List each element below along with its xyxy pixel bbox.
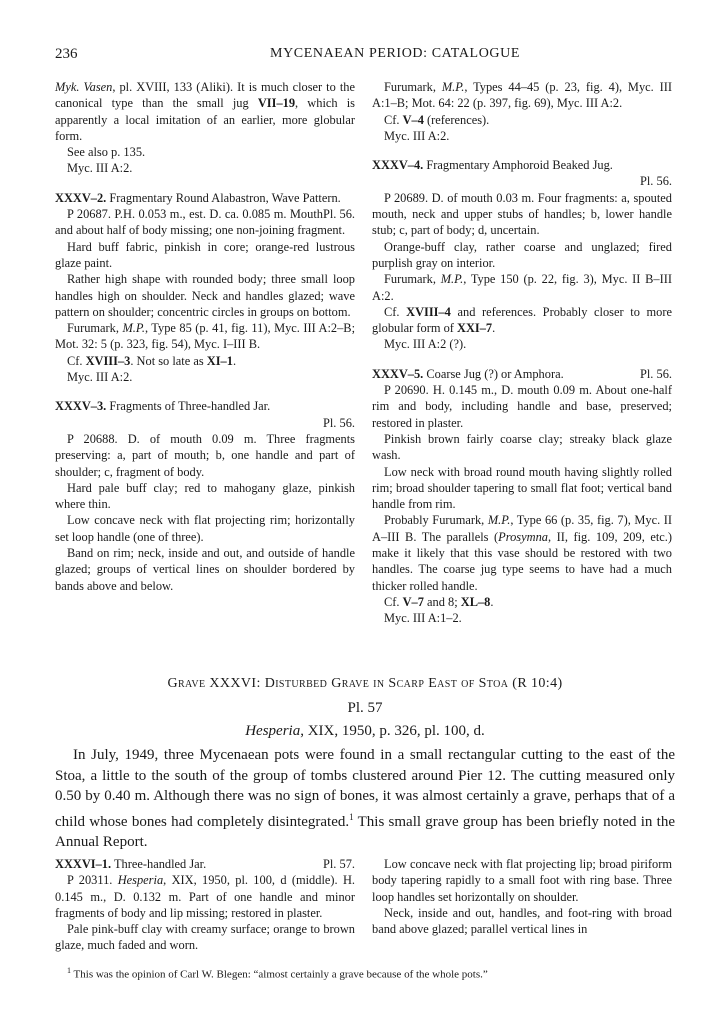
dating: Myc. III A:1–2. (384, 611, 462, 626)
cf-end: (references). (423, 112, 490, 127)
intro-text: In July, 1949, three Mycenaean pots were found in a small rectangular cutting to the east of the Stoa, a little to the south of the group of tombs clustered around Pier 12. The cutting measured only 0.50 by 0.40 m. Although there was no sign of bones, it was almost certainly a grave, perhaps that of a child whose bones had completely disintegrated. (55, 747, 675, 830)
entry-heading (55, 190, 355, 222)
intro-tail: This small grave group has been briefly noted in the Annual Report. (55, 813, 675, 851)
catalogue-entry-xxxv-5 (372, 366, 672, 627)
entry-heading (55, 398, 355, 414)
grave-intro (55, 745, 675, 853)
plate-reference: Pl. 57. (322, 857, 355, 871)
cf-prefix: Cf. (384, 594, 403, 609)
entry-title: Fragments of Three-handled Jar. (106, 399, 271, 414)
entry-description: P 20688. D. of mouth 0.09 m. Three fragments preserving: a, part of mouth; b, one handle and part of shoulder; c, fragment of body. (55, 431, 355, 479)
continued-paragraph (55, 79, 355, 144)
footnote-number: 1 (67, 966, 71, 975)
grave-plate: Pl. 57 (347, 700, 383, 716)
cf-text: and references. Probably closer to more globular form of (372, 304, 672, 336)
entry-number: XXXV–4. (372, 158, 424, 173)
entry-title: Coarse Jug (?) or Amphora. (423, 366, 564, 381)
bottom-right-column (372, 856, 672, 937)
intro-paragraph (55, 745, 675, 853)
entry-fabric: Pale pink-buff clay with creamy surface; orange to brown glaze, much faded and worn. (55, 922, 355, 953)
citation-tail: , which is apparently a local imitation of an earlier, more globular form. (55, 96, 355, 143)
entry-title: Fragmentary Amphoroid Beaked Jug. (423, 158, 613, 173)
furumark-work: M.P. (487, 513, 511, 528)
entry-cf (372, 594, 672, 610)
reference-detail: , XIX, 1950, p. 326, pl. 100, d. (300, 723, 485, 739)
reference-journal: Hesperia (245, 723, 301, 739)
continued-entry (372, 79, 672, 144)
entry-title: Fragmentary Round Alabastron, Wave Pattern. (106, 190, 341, 205)
cross-reference: XI–1 (206, 353, 233, 368)
running-title: MYCENAEAN PERIOD: CATALOGUE (270, 46, 520, 61)
entry-fabric: Orange-buff clay, rather coarse and unglazed; fired purplish gray on interior. (372, 239, 672, 270)
entry-cf (372, 112, 672, 128)
entry-number: XXXVI–1. (55, 857, 112, 871)
entry-furumark (372, 512, 672, 593)
entry-fabric: Hard buff fabric, pinkish in core; orange-red lustrous glaze paint. (55, 239, 355, 270)
cf-text: and 8; (423, 594, 461, 609)
citation-text: , pl. XVIII, 133 (Aliki). It is much closer to the canonical type than the small jug (55, 80, 355, 111)
entry-cf (372, 304, 672, 337)
entry-fabric: Pinkish brown fairly coarse clay; streaky black glaze wash. (372, 431, 672, 463)
entry-shape: Low neck with broad round mouth having slightly rolled rim; broad shoulder tapering to small flat foot; vertical band handle from rim. (372, 464, 672, 512)
plate-reference: Pl. 56. (322, 207, 355, 222)
cross-reference: XXI–7 (457, 321, 493, 336)
furumark-work: M.P. (440, 272, 464, 287)
footnote (55, 964, 675, 982)
entry-furumark (372, 79, 672, 112)
entry-description (55, 872, 355, 921)
cf-end: . (490, 594, 494, 609)
entry-shape: Rather high shape with rounded body; three small loop handles high on shoulder. Neck and handles glazed; wave pattern on shoulder; concentric circles in groups on bottom. (55, 272, 355, 319)
entry-fabric: Hard pale buff clay; red to mahogany glaze, pinkish where thin. (55, 480, 355, 512)
see-also: See also p. 135. (67, 145, 146, 160)
cf-text: . Not so late as (130, 353, 207, 368)
entry-number: XXXV–5. (372, 366, 424, 381)
entry-number: XXXV–3. (55, 399, 107, 414)
entry-heading (372, 157, 672, 173)
catalogue-entry-xxxv-4 (372, 157, 672, 353)
cross-reference: V–7 (402, 594, 424, 609)
cross-reference: XVIII–3 (85, 353, 131, 368)
citation-italic: Myk. Vasen (55, 80, 113, 94)
footnote-marker: 1 (349, 811, 354, 822)
cf-prefix: Cf. (384, 112, 403, 127)
cf-prefix: Cf. (384, 304, 407, 319)
cf-prefix: Cf. (67, 353, 86, 368)
plate-reference: Pl. 56. (322, 415, 355, 430)
page-number: 236 (55, 46, 78, 62)
bottom-left-column (55, 856, 355, 954)
dating: Myc. III A:2. (67, 161, 133, 176)
furumark-detail: , Type 150 (p. 22, fig. 3), Myc. II B–III A:2. (372, 272, 672, 303)
cf-end: . (232, 353, 237, 368)
dating: Myc. III A:2. (384, 128, 450, 143)
entry-heading (55, 856, 355, 872)
furumark-author: Furumark, (384, 272, 441, 287)
furumark-detail-tail: , II, fig. 109, 209, etc.) make it likely that this vase should be restored with two handles. The coarse jug type seems to have had a much thicker rolled handle. (372, 529, 672, 593)
furumark-author: Probably Furumark, (384, 513, 488, 528)
entry-furumark (55, 320, 355, 353)
footnote-text (55, 964, 675, 982)
furumark-work: M.P. (441, 80, 465, 94)
entry-heading (372, 366, 672, 382)
entry-description: P 20689. D. of mouth 0.03 m. Four fragments: a, spouted mouth, neck and upper stubs of handles; b, lower handle stub; c, part of body; d, uncertain. (372, 190, 672, 238)
entry-cf (55, 353, 355, 369)
catalogue-entry-xxxv-2 (55, 190, 355, 386)
entry-description: P 20690. H. 0.145 m., D. mouth 0.09 m. About one-half rim and body, including handle and base, preserved; restored in plaster. (372, 383, 672, 430)
cross-reference: XVIII–4 (406, 304, 451, 319)
dating: Myc. III A:2 (?). (384, 337, 467, 352)
cf-end: . (492, 321, 496, 336)
plate-reference: Pl. 56. (639, 366, 672, 381)
cross-reference: XL–8 (460, 594, 491, 609)
entry-number: XXXV–2. (55, 190, 107, 205)
dating: Myc. III A:2. (67, 370, 133, 385)
furumark-detail: , Type 85 (p. 41, fig. 11), Myc. III A:2–B; Mot. 32: 5 (p. 323, fig. 54), Myc. I–III B. (55, 321, 356, 352)
plate-reference: Pl. 56. (639, 174, 672, 189)
furumark-author: Furumark, (67, 321, 123, 336)
catalogue-entry-xxxv-3 (55, 398, 355, 594)
prosymna-work: Prosymna (498, 529, 548, 544)
entry-furumark (372, 271, 672, 304)
entry-decoration: Neck, inside and out, handles, and foot-ring with broad band above glazed; parallel vertical lines in (372, 905, 672, 937)
grave-heading: Grave XXXVI: Disturbed Grave in Scarp East of Stoa (R 10:4) (167, 676, 563, 691)
description-text: , XIX, 1950, pl. 100, d (middle). H. 0.145 m., D. 0.132 m. Part of one handle and minor fragments of body and lip missing; restored in plaster. (55, 873, 355, 920)
furumark-detail: , Type 66 (p. 35, fig. 7), Myc. II A–III B. The parallels ( (372, 513, 672, 544)
furumark-author: Furumark, (384, 80, 442, 94)
cross-reference: VII–19 (257, 96, 296, 111)
footnote-body: This was the opinion of Carl W. Blegen: “almost certainly a grave because of the whole pots.” (71, 968, 488, 981)
right-column (372, 79, 672, 627)
continued-entry (55, 79, 355, 177)
entry-decoration: Band on rim; neck, inside and out, and outside of handle glazed; groups of vertical lines on shoulder bordered by bands above and below. (55, 546, 355, 593)
entry-shape: Low concave neck with flat projecting rim; horizontally set loop handle (one of three). (55, 513, 355, 544)
entry-title: Three-handled Jar. (111, 857, 207, 871)
cross-reference: V–4 (402, 112, 424, 127)
inventory-number: P 20311. (67, 873, 118, 888)
furumark-detail: , Types 44–45 (p. 23, fig. 4), Myc. III A:1–B; Mot. 64: 22 (p. 397, fig. 69), Myc. III A:2. (372, 80, 672, 111)
grave-reference (55, 723, 675, 740)
page-header (55, 46, 675, 66)
catalogue-entry-xxxvi-1 (55, 856, 355, 954)
entry-description: P 20687. P.H. 0.053 m., est. D. ca. 0.085 m. Mouth and about half of body missing; one non-joining fragment. (55, 207, 346, 238)
left-column (55, 79, 355, 594)
reference-journal: Hesperia (117, 873, 164, 888)
entry-shape: Low concave neck with flat projecting lip; broad piriform body tapering rapidly to a small foot with ring base. Three loop handles set horizontally on shoulder. (372, 857, 672, 904)
furumark-work: M.P. (122, 321, 145, 336)
